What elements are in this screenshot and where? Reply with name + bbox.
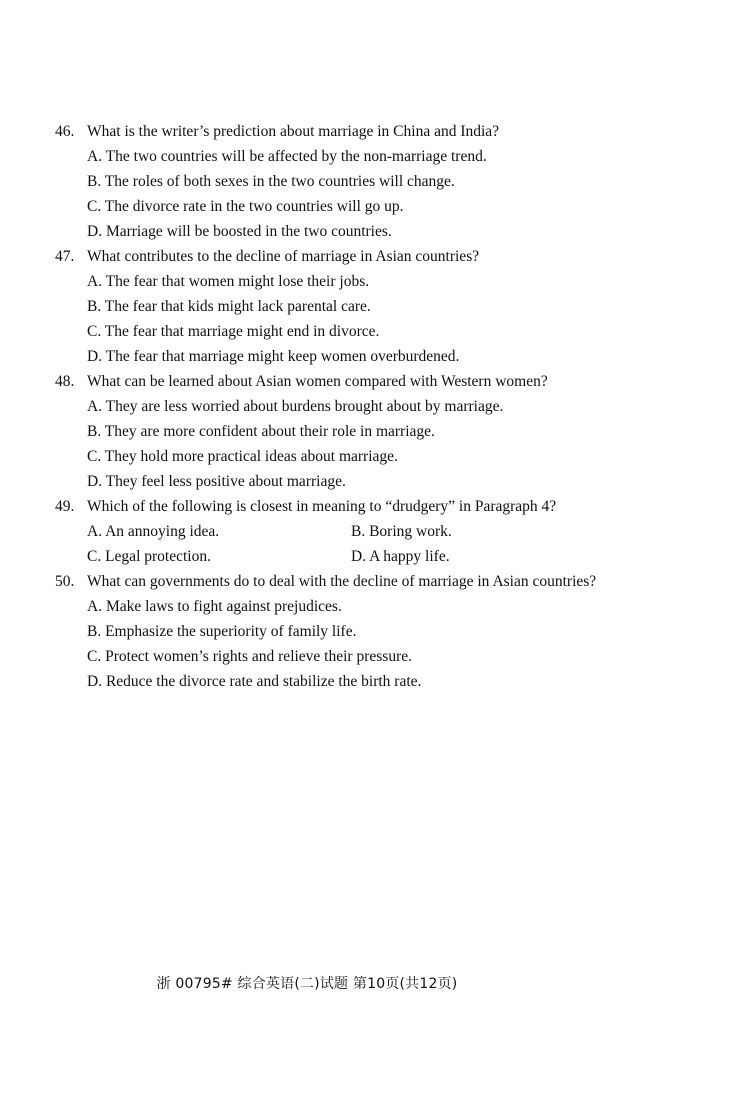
question-49: [55, 494, 615, 569]
question-list: [55, 119, 615, 694]
option-a: A. They are less worried about burdens brought about by marriage.: [87, 398, 504, 415]
option-a: A. The two countries will be affected by the non-marriage trend.: [87, 148, 487, 165]
question-stem: [55, 569, 615, 594]
question-number: 49.: [55, 498, 75, 515]
option-b: B. Emphasize the superiority of family life.: [87, 623, 357, 640]
question-stem: [55, 369, 615, 394]
option-b: B. Boring work.: [351, 523, 452, 540]
option-c: C. The fear that marriage might end in divorce.: [87, 323, 380, 340]
question-stem: [55, 494, 615, 519]
option-b: B. The roles of both sexes in the two countries will change.: [87, 173, 455, 190]
option-b: B. They are more confident about their role in marriage.: [87, 423, 435, 440]
option-list: [55, 269, 615, 369]
option-list: [55, 594, 615, 694]
option-d: D. Reduce the divorce rate and stabilize the birth rate.: [87, 673, 422, 690]
question-number: 46.: [55, 123, 75, 140]
question-number: 47.: [55, 248, 75, 265]
question-stem: [55, 244, 615, 269]
question-text: What is the writer’s prediction about marriage in China and India?: [87, 123, 500, 140]
question-47: [55, 244, 615, 369]
question-46: [55, 119, 615, 244]
option-c: C. The divorce rate in the two countries will go up.: [87, 198, 404, 215]
question-text: What can be learned about Asian women compared with Western women?: [87, 373, 548, 390]
question-number: 50.: [55, 573, 75, 590]
option-a: A. An annoying idea.: [87, 523, 220, 540]
question-text: What contributes to the decline of marriage in Asian countries?: [87, 248, 480, 265]
option-list: [55, 519, 615, 569]
page-footer: [0, 973, 732, 995]
option-d: D. A happy life.: [351, 548, 450, 565]
footer-text: 浙 00795# 综合英语(二)试题 第10页(共12页): [156, 976, 458, 992]
question-stem: [55, 119, 615, 144]
question-50: [55, 569, 615, 694]
option-row: [87, 519, 615, 544]
option-c: C. Legal protection.: [87, 548, 211, 565]
option-a: A. Make laws to fight against prejudices.: [87, 598, 342, 615]
option-d: D. The fear that marriage might keep women overburdened.: [87, 348, 460, 365]
option-row: [87, 544, 615, 569]
question-48: [55, 369, 615, 494]
option-d: D. They feel less positive about marriage.: [87, 473, 346, 490]
option-a: A. The fear that women might lose their jobs.: [87, 273, 370, 290]
option-list: [55, 394, 615, 494]
option-b: B. The fear that kids might lack parental care.: [87, 298, 371, 315]
question-text: Which of the following is closest in meaning to “drudgery” in Paragraph 4?: [87, 498, 557, 515]
question-number: 48.: [55, 373, 75, 390]
option-c: C. They hold more practical ideas about marriage.: [87, 448, 398, 465]
option-list: [55, 144, 615, 244]
option-d: D. Marriage will be boosted in the two countries.: [87, 223, 392, 240]
option-c: C. Protect women’s rights and relieve their pressure.: [87, 648, 412, 665]
question-text: What can governments do to deal with the decline of marriage in Asian countries?: [87, 573, 597, 590]
